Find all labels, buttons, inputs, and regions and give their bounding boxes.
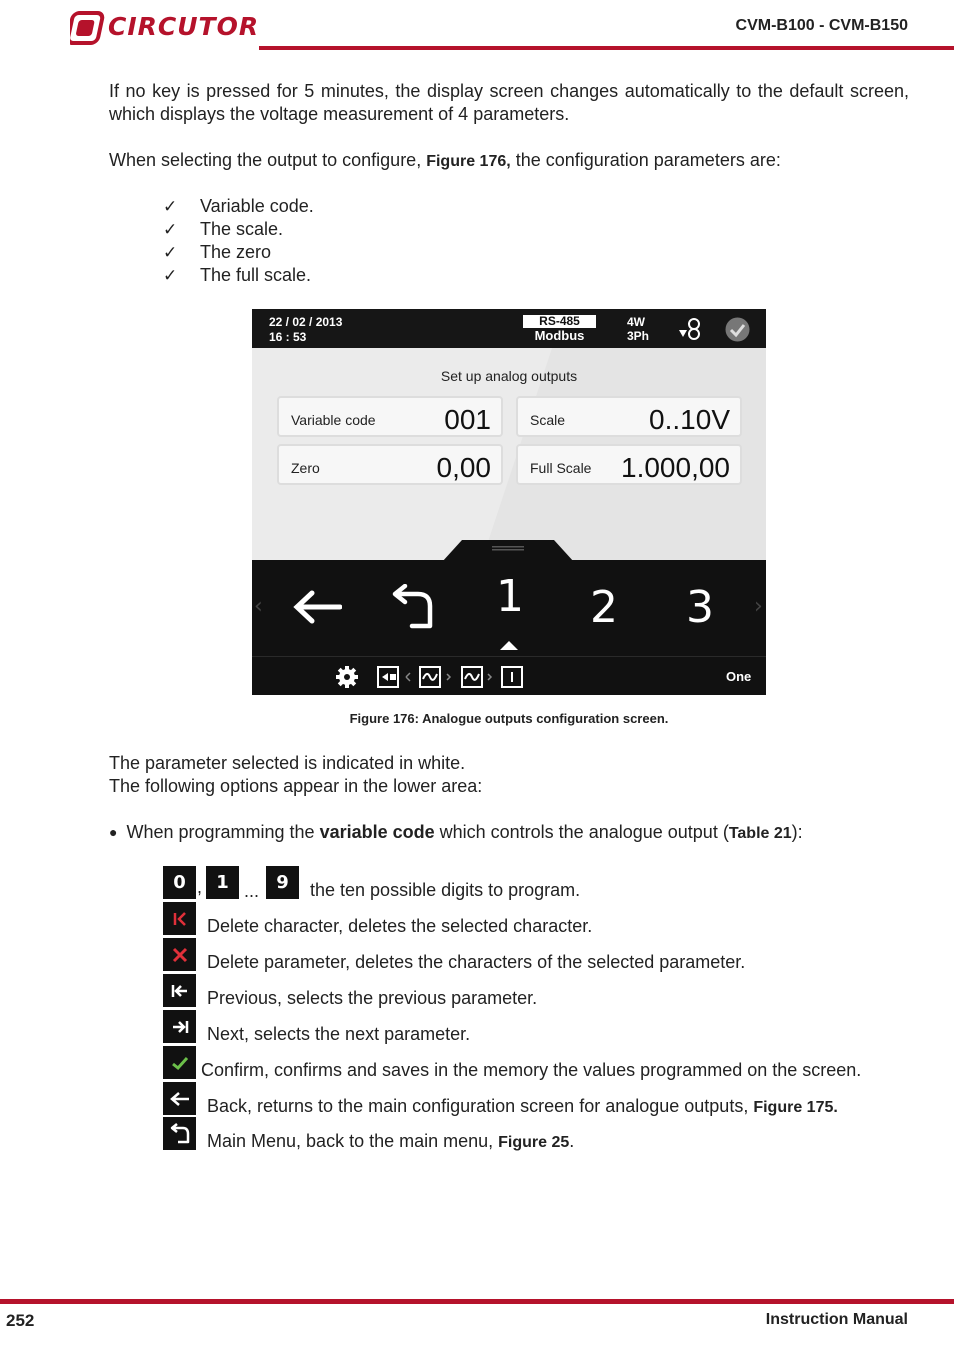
table-21-link[interactable]: Table 21 <box>728 825 792 842</box>
checklist-item <box>163 195 463 219</box>
breadcrumb-icons <box>336 664 526 690</box>
field-value: 0,00 <box>436 452 491 483</box>
option-previous: Previous, selects the previous parameter. <box>207 988 538 1008</box>
main-menu-arrow-icon[interactable] <box>390 584 436 630</box>
check-icon: ✓ <box>163 220 178 240</box>
back-icon <box>163 1082 196 1115</box>
header-title: CVM-B100 - CVM-B150 <box>735 17 908 34</box>
main-menu-icon <box>163 1117 196 1150</box>
keyboard-tab-handle[interactable] <box>442 540 574 562</box>
footer-title: Instruction Manual <box>765 1311 908 1328</box>
field-label: Zero <box>291 460 320 476</box>
status-ok-icon <box>725 317 750 342</box>
option-delete-param: Delete parameter, deletes the characters of the selected parameter. <box>207 952 746 972</box>
comm-protocol: Modbus <box>534 328 585 343</box>
screen-keyboard-area <box>252 560 766 695</box>
scroll-right-icon[interactable]: › <box>754 594 763 619</box>
check-icon: ✓ <box>163 197 178 217</box>
gear-icon <box>336 666 358 688</box>
field-label: Variable code <box>291 412 376 428</box>
bullet-text: When programming the <box>126 822 320 842</box>
next-icon <box>163 1010 196 1043</box>
delete-param-icon <box>163 938 196 971</box>
field-value: 1.000,00 <box>621 452 730 483</box>
options-intro: The following options appear in the lower area: <box>109 776 483 796</box>
digit-key-3[interactable]: 3 <box>686 582 714 633</box>
intro-config-text-end: the configuration parameters are: <box>510 150 781 170</box>
variable-code-bullet <box>109 821 909 845</box>
figure-175-link[interactable]: Figure 175. <box>753 1099 838 1116</box>
digits-ellipsis: ... <box>244 881 260 901</box>
checklist-item <box>163 218 463 242</box>
scale-field[interactable] <box>516 396 742 437</box>
back-arrow-icon[interactable] <box>292 590 342 624</box>
bullet-text-end: ): <box>791 822 803 842</box>
bullet-bold-text: variable code <box>319 822 435 842</box>
intro-config-text: When selecting the output to configure, <box>109 150 427 170</box>
field-value: 0..10V <box>649 404 730 435</box>
brand-logo-text: CIRCUTOR <box>108 12 260 41</box>
page-number: 252 <box>6 1311 35 1330</box>
checklist-item <box>163 264 463 288</box>
digits-comma: , <box>197 877 203 897</box>
figure-25-link[interactable]: Figure 25 <box>498 1134 570 1151</box>
option-main-menu-text: Main Menu, back to the main menu, <box>207 1131 499 1151</box>
delete-char-icon <box>163 902 196 935</box>
previous-icon <box>163 974 196 1007</box>
scroll-left-icon[interactable]: ‹ <box>254 594 263 619</box>
intro-paragraph: If no key is pressed for 5 minutes, the display screen changes automatically to the default screen, which displays the voltage measurement of 4 parameters. <box>109 81 909 124</box>
checklist-item <box>163 241 463 265</box>
wiring-top: 4W <box>627 315 645 329</box>
option-back <box>207 1096 838 1117</box>
footer-rule <box>0 1299 954 1304</box>
selection-note: The parameter selected is indicated in white. <box>109 753 466 773</box>
field-label: Scale <box>530 412 566 428</box>
figure-caption: Figure 176: Analogue outputs configuration screen. <box>349 711 669 726</box>
bullet-icon: ● <box>109 824 118 840</box>
intro-config-line <box>109 149 909 173</box>
confirm-icon <box>163 1046 196 1079</box>
figure-176-link[interactable]: Figure 176, <box>426 153 511 170</box>
comm-badge: RS-485 <box>523 315 596 328</box>
screen-title: Set up analog outputs <box>440 368 578 384</box>
rotation-icon <box>677 316 705 342</box>
header-rule <box>259 46 954 50</box>
keyboard-divider <box>252 656 766 657</box>
digit-9-key: 9 <box>266 866 299 899</box>
checklist-item-label: The zero <box>200 242 272 262</box>
full-scale-field[interactable] <box>516 444 742 485</box>
variable-code-field[interactable] <box>277 396 503 437</box>
option-main-menu <box>207 1131 574 1152</box>
option-main-menu-end: . <box>569 1131 575 1151</box>
check-icon: ✓ <box>163 266 178 286</box>
checklist-item-label: Variable code. <box>200 196 314 216</box>
option-delete-char: Delete character, deletes the selected character. <box>207 916 593 936</box>
option-confirm: Confirm, confirms and saves in the memory the values programmed on the screen. <box>201 1060 862 1080</box>
device-screen-figure <box>252 309 766 695</box>
option-next: Next, selects the next parameter. <box>207 1024 471 1044</box>
output-label: One <box>726 669 752 684</box>
checklist-item-label: The full scale. <box>200 265 312 285</box>
selected-key-caret-icon <box>500 640 518 650</box>
check-icon: ✓ <box>163 243 178 263</box>
checklist-item-label: The scale. <box>200 219 284 239</box>
field-value: 001 <box>444 404 491 435</box>
option-back-text: Back, returns to the main configuration screen for analogue outputs, <box>207 1096 754 1116</box>
digits-description: the ten possible digits to program. <box>310 880 581 900</box>
zero-field[interactable] <box>277 444 503 485</box>
digit-key-1[interactable]: 1 <box>496 571 524 622</box>
digit-1-key: 1 <box>206 866 239 899</box>
screen-status-bar <box>252 309 766 348</box>
screen-date: 22 / 02 / 2013 <box>269 315 343 329</box>
bullet-text-mid: which controls the analogue output ( <box>434 822 729 842</box>
field-label: Full Scale <box>530 460 592 476</box>
digit-key-2[interactable]: 2 <box>590 582 618 633</box>
digit-0-key: 0 <box>163 866 196 899</box>
wiring-bottom: 3Ph <box>627 329 650 343</box>
screen-time: 16 : 53 <box>269 330 307 344</box>
